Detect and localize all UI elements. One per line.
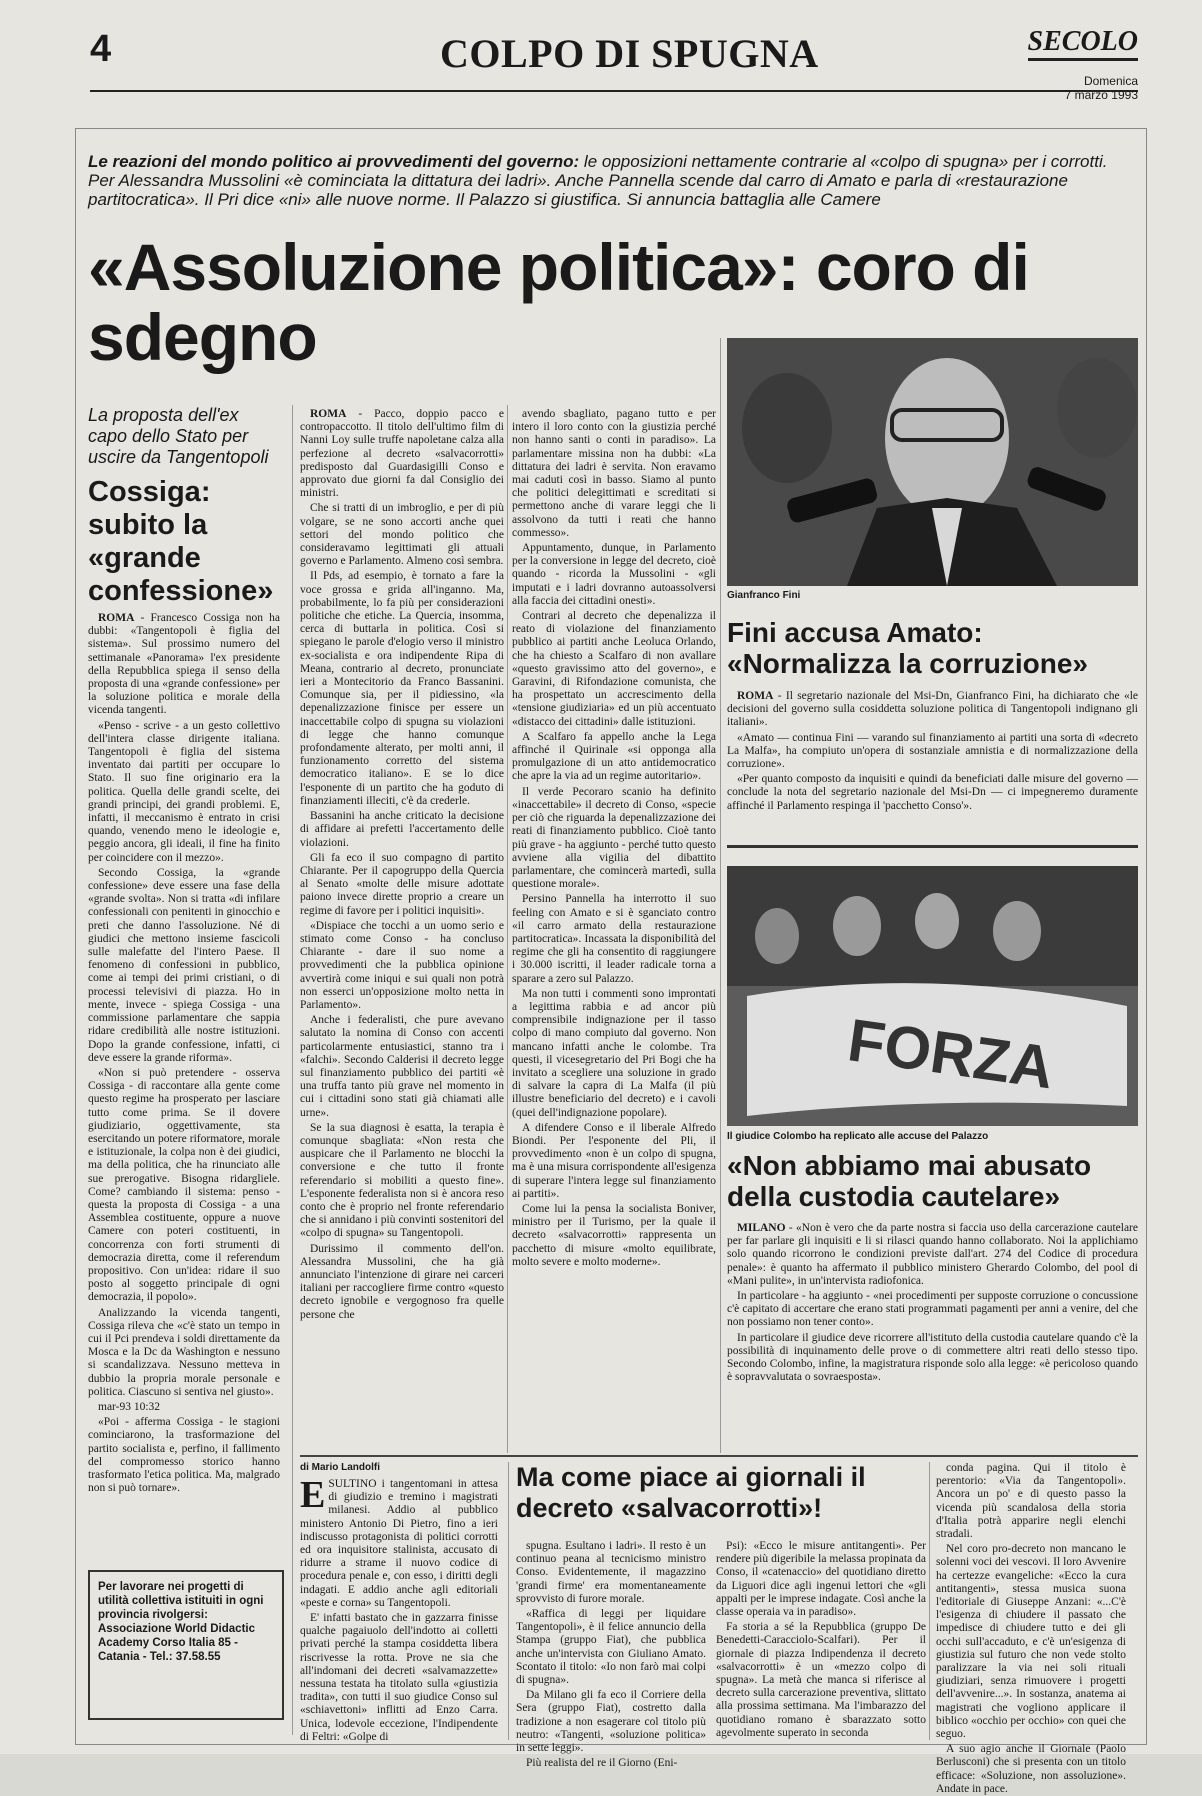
issue-date-text: 7 marzo 1993 [1064, 88, 1138, 102]
paragraph: A Scalfaro fa appello anche la Lega affinché il Quirinale «si opponga alla promulgazione di un atto antidemocratico che apre la via ad un regime autoritario». [512, 730, 716, 783]
paragraph: Appuntamento, dunque, in Parlamento per la conversione in legge del decreto, cioè quando - ricorda la Mussolini - «gli imputati e i ladri dovranno autoassolversi alla faccia dei cittadini onesti». [512, 542, 716, 607]
page-number: 4 [90, 28, 112, 70]
paragraph: Secondo Cossiga, la «grande confessione» deve essere una fase della «grande svolta». Non si tratta «di infilare confessionali con penitenti in ginocchio e preti che danno l'assoluzione. Né di giudici che mettono insieme fascicoli sulle malefatte del l'intero Paese. Il fenomeno di confessioni in pubblico, come ai tempi dei primi cristiani, o di processi televisivi di piazza. Ho in mente, invece - spiega Cossiga - una commissione parlamentare che sappia ridare credibilità alle nostre istituzioni. Dopo la grande confessione, infatti, ci deve essere la grande riforma». [88, 866, 280, 1064]
colombo-body [727, 1222, 1138, 1402]
kicker [88, 152, 1128, 209]
landolfi-col-3 [716, 1540, 926, 1740]
paragraph: Come lui la pensa la socialista Boniver, ministro per il Turismo, per la quale il decreto «salvacorrotti» rappresenta un pacchetto di misure «molto equilibrate, molto severe e molto moderne». [512, 1202, 716, 1268]
dateline: ROMA [98, 612, 135, 624]
paragraph: Più realista del re il Giorno (Eni- [526, 1757, 678, 1770]
landolfi-body [300, 1474, 498, 1743]
paragraph: Ma non tutti i commenti sono improntati a legittima rabbia e ad ancor più comprensibile indignazione per il tasso colpo di mano compiuto dal governo. Non mancano infatti anche le colombe. Tra questi, il vicesegretario del Pri Bogi che ha invitato a scegliere una soluzione in grado di salvare la capra di La Malfa (il più illustre beneficiario del decreto) e i cavoli (quei dell'indignazione popolare). [512, 987, 716, 1119]
main-article-col-3 [512, 408, 716, 1453]
paragraph: In particolare - ha aggiunto - «nei procedimenti per supposte corruzione o concussione c'è capitato di accertare che erano stati programmati pagamenti per anni a venire, del che non possiamo non tener conto». [727, 1290, 1138, 1329]
author-byline: di Mario Landolfi [300, 1462, 380, 1473]
paragraph: Anche i federalisti, che pure avevano salutato la nomina di Conso con accenti particolarmente entusiastici, stanno tra i «falchi». Secondo Calderisi il decreto legge sul finanziamento pubblico dei partiti «è una truffa tanto più grave nel momento in cui i cittadini sono stati già chiamati alle urne». [300, 1014, 504, 1119]
fini-photo [727, 338, 1138, 586]
cossiga-subhead: La proposta dell'ex capo dello Stato per uscire da Tangentopoli [88, 405, 269, 467]
kicker-lead: Le reazioni del mondo politico ai provvedimenti del governo: [88, 152, 580, 171]
paragraph: spugna. Esultano i ladri». Il resto è un continuo peana al tecnicismo ministro Conso. Evidentemente, il magazzino 'grandi firme' era momentaneamente sprovvisto di furore morale. [516, 1540, 706, 1605]
section-divider [300, 1455, 1138, 1457]
landolfi-col-2 [516, 1540, 706, 1770]
paragraph: Il Pds, ad esempio, è tornato a fare la voce grossa e grida all'inganno. Ma, probabilmente, lo fa più per considerazioni politiche che etiche. La Quercia, insomma, cerca di buttarla in politica. Così si spiegano le parole d'elogio verso il ministro ex-socialista e ora indipendente Ripa di Meana, contrario al decreto, pronunciate ieri a Montecitorio da Franco Bassanini. Comunque sia, per il pidiessino, «la depenalizzazione finisce per essere un inaccettabile colpo di spugna su violazioni di legge che hanno comunque profondamente alterato, per molti anni, il funzionamento corretto del sistema democratico italiano». E se lo dice l'esponente di un partito che ha goduto di finanziamenti illeciti, c'è da crederle. [300, 570, 504, 807]
issue-date [1065, 74, 1138, 102]
section-divider [727, 845, 1138, 848]
banner-text: FORZA [843, 1006, 1058, 1102]
paragraph: Fa storia a sé la Repubblica (gruppo De Benedetti-Caracciolo-Scalfari). Per il giornale di piazza Indipendenza il decreto «salvacorrotti» è un «mezzo colpo di spugna». La metà che manca si riferisce al decreto sulla carcerazione preventiva, slittato alla prossima settimana. Ma l'imbarazzo del quotidiano romano è sbarazzato sotto agevolmente superato in seconda [716, 1621, 926, 1739]
column-rule [292, 405, 293, 1735]
paragraph: «Penso - scrive - a un gesto collettivo dell'intera classe dirigente italiana. Tangentopoli è figlia del sistema inventato dai partiti per occupare lo Stato. Il suo fine originario era la politica. Quella delle grandi scelte, dei grandi principi, dei grandi problemi. E, infatti, il meccanismo è entrato in crisi quando, venendo meno le ideologie e, peggio ancora, gli ideali, il fine ha finito per coincidere con il mezzo». [88, 719, 280, 864]
fini-headline: Fini accusa Amato: «Normalizza la corruzione» [727, 617, 1089, 679]
paragraph: conda pagina. Qui il titolo è perentorio: «Via da Tangentopoli». Ancora un po' e di questo passo la vicenda più scandalosa della storia d'Italia potrà apparire negli elenchi stradali. [936, 1462, 1126, 1541]
paragraph: mar-93 10:32 [98, 1400, 161, 1413]
dateline: ROMA [737, 690, 774, 702]
column-rule [720, 338, 721, 1453]
paragraph: Analizzando la vicenda tangenti, Cossiga rileva che «c'è stato un tempo in cui il Pci prendeva i soldi direttamente da Mosca e la Dc da Washington e nessuno si scandalizzava. Nessuno metteva in dubbio la propria morale personale e politica. Ciascuno si sentiva nel giusto». [88, 1306, 280, 1398]
paragraph: «Non si può pretendere - osserva Cossiga - di raccontare alla gente come questo regime ha prosperato per lasciare tutto come prima. Se il dovere giudiziario, oggettivamente, sta esercitando un potere riformatore, morale e istituzionale, la colpa non è dei giudici, ma della politica, che ha rinunciato alle sue prerogative. Bisogna ridargliele. Come? cambiando il sistema: penso - questa la proposta di Cossiga - a una Assemblea costituente, oppure a nuove Camere con poteri costituenti, in concorrenza con forti strumenti di democrazia diretta, come il referendum propositivo. Con un'idea: ridare il suo posto al soggetto principale di ogni democrazia, il popolo». [88, 1066, 280, 1304]
main-headline: «Assoluzione politica»: coro di sdegno [88, 230, 1029, 374]
paragraph: - Francesco Cossiga non ha dubbi: «Tangentopoli è figlia del sistema». Sul prossimo numero del settimanale «Panorama» l'ex presidente della Repubblica spiega il senso della proposta di una «grande confessione» per la soluzione politica e morale della vicenda tangenti. [88, 612, 280, 717]
column-rule [508, 1462, 509, 1740]
colombo-photo-illustration [727, 866, 1138, 1126]
issue-day: Domenica [1083, 74, 1138, 88]
paragraph: Nel coro pro-decreto non mancano le solenni voci dei vescovi. Il loro Avvenire ha certezze evangeliche: «Ecco la cura antitangenti», stessa musica suona l'editoriale di Giuseppe Anzani: «...C'è l'esigenza di chiudere il passato che impedisce di chiudere tutto e dei gli occhi sull'accaduto, e c'è un'esigenza di giustizia sul futuro che non vede stolto paralizzare la via nei soli rituali giudiziari, senza rimuovere i progetti dell'avvenire...». In sostanza, anatema ai magistrati che vogliono applicare il biblico «occhio per occhio» con quei che seguo. [936, 1543, 1126, 1741]
paragraph: SULTINO i tangentomani in attesa di giudizio e tremino i magistrati milanesi. Addio al pubblico ministero Antonio Di Pietro, fino a ieri indiscusso protagonista di politici corrotti ed ora inquisitore stalinista, accusato di ridurre a strame il nuovo codice di procedura penale e, con esso, i diritti degli indagati. E addio anche agli editoriali «peste e corna» su Tangentopoli. [300, 1478, 498, 1609]
paragraph: «Raffica di leggi per liquidare Tangentopoli», è il felice annuncio della Stampa (gruppo Fiat), che pubblica anche un'intervista con Giuliano Amato. Scontato il titolo: «Io non farò mai colpi di spugna». [516, 1608, 706, 1687]
fini-photo-illustration [727, 338, 1138, 586]
cossiga-body [88, 612, 280, 1495]
advertisement-box: Per lavorare nei progetti di utilità collettiva istituiti in ogni provincia rivolgersi: Associazione World Didactic Academy Corso Italia 85 - Catania - Tel.: 37.58.55 [88, 1570, 284, 1720]
colombo-photo-caption: Il giudice Colombo ha replicato alle accuse del Palazzo [727, 1131, 989, 1142]
main-article-col-2 [300, 408, 504, 1453]
landolfi-col-4 [936, 1462, 1126, 1795]
landolfi-headline: Ma come piace ai giornali il decreto «salvacorrotti»! [516, 1462, 866, 1523]
paragraph: Se la sua diagnosi è esatta, la terapia è comunque sbagliata: «Non resta che auspicare che il Parlamento ne blocchi la conversione e che tutto il fronte referendario si mobiliti a questo fine». L'esponente federalista non si è ancora reso conto che è proprio nel fronte referendario che si annidano i più convinti sostenitori del «colpo di spugna» su Tangentopoli. [300, 1121, 504, 1240]
paragraph: - «Non è vero che da parte nostra si faccia uso della carcerazione cautelare per far parlare gli inquisiti e li si rilasci quando hanno collaborato. Noi la applichiamo solo quando ricorrono le condizioni previste dall'art. 274 del Codice di procedura penale»: è quanto ha affermato il pubblico ministero Gherardo Colombo, del pool di «Mani pulite», in un'intervista radiofonica. [727, 1222, 1138, 1287]
section-title: COLPO DI SPUGNA [440, 31, 819, 76]
paragraph: A suo agio anche il Giornale (Paolo Berlusconi) che si presenta con un titolo efficace: «Soluzione, non assoluzione». Andate in pace. [936, 1743, 1126, 1795]
paragraph: Persino Pannella ha interrotto il suo feeling con Amato e si è sganciato contro «il carro armato della restaurazione partitocratica». Incassata la disponibilità del regime che gli ha consentito di raggiungere i 30.000 iscritti, il leader radicale torna a sparare a zero sul Palazzo. [512, 893, 716, 985]
paragraph: «Dispiace che tocchi a un uomo serio e stimato come Conso - ha concluso Chiarante - dare il suo nome a provvedimenti che la pubblica opinione avvertirà come iniqui e sui quali non potrà non esserci un'opposizione molto netta in Parlamento». [300, 919, 504, 1011]
column-rule [507, 405, 508, 1453]
paragraph: Psi): «Ecco le misure antitangenti». Per rendere più digeribile la melassa propinata da Conso, il «catenaccio» del quotidiano diretto da Liguori dice agli ingenui lettori che «gli appalti per le imprese indagate. Così anche la classe operaia va in paradiso». [716, 1540, 926, 1619]
paragraph: «Per quanto composto da inquisiti e quindi da beneficiati dalle misure del governo — conclude la nota del segretario nazionale del Msi-Dn — ci impegneremo duramente affinché il Parlamento respinga il 'pacchetto Conso'». [727, 773, 1138, 812]
paragraph: E' infatti bastato che in gazzarra finisse qualche pagaiuolo dell'indotto ai colletti privati perché la stampa cosiddetta libera riscrivesse la rotta. Prove ne sia che all'indomani dei decreti «salvamazzette» nessuna testata ha titolato sulla «giustizia tradita», con tutti il suo giudice Conso sul «schiavettoni» inflitti ad Enzo Carra. Unica, lodevole eccezione, l'Indipendente di Feltri: «Golpe di [300, 1612, 498, 1743]
page-header [90, 20, 1138, 102]
paragraph: Contrari al decreto che depenalizza il reato di violazione del finanziamento pubblico ai partiti anche Leoluca Orlando, che ha chiesto a Scalfaro di non avallare «questo gravissimo atto del governo», e Garavini, di Rifondazione comunista, che ha prospettato un accrescimento della «tensione giudiziaria» ed un più accentuato «distacco dei cittadini» dalle istituzioni. [512, 610, 716, 728]
paragraph: In particolare il giudice deve ricorrere all'istituto della custodia cautelare quando c'è la possibilità di inquinamento delle prove o di commettere altri reati dello stesso tipo. Secondo Colombo, infine, la magistratura risponde solo alla legge: «è pericoloso quando è sopravvalutata o sovraesposta». [727, 1331, 1138, 1384]
drop-cap: E [300, 1474, 326, 1516]
masthead: SECOLO [1028, 26, 1138, 61]
fini-body [727, 690, 1138, 830]
column-rule [929, 1462, 930, 1740]
paragraph: avendo sbagliato, pagano tutto e per intero il loro conto con la giustizia perché non hanno santi o conti in paradiso». La parlamentare missina non ha dubbi: «La dittatura dei ladri è servita. Non eravamo mai caduti così in basso. Siamo al punto che politici delegittimati e screditati si permettono anche di varare leggi che li assolvono da tutti i reati che hanno commesso». [512, 408, 716, 539]
paragraph: «Amato — continua Fini — varando sul finanziamento ai partiti una sorta di «decreto La Malfa», ha compiuto un'opera di sostanziale amnistia e di normalizzazione della corruzione». [727, 731, 1138, 771]
dateline: MILANO [737, 1222, 786, 1234]
paragraph: Il verde Pecoraro scanio ha definito «inaccettabile» il decreto di Conso, «specie per ciò che riguarda la depenalizzazione dei reati di finanziamento pubblico. Cioè tanto più grave - ha aggiunto - perché tutto questo avviene alla vigilia del dibattito parlamentare, che comincerà martedì, sulla questione morale». [512, 785, 716, 891]
colombo-headline: «Non abbiamo mai abusato della custodia cautelare» [727, 1150, 1092, 1212]
kicker-text: le opposizioni nettamente contrarie al «colpo di spugna» per i corrotti. Per Alessandra Mussolini «è cominciata la dittatura dei ladri». Anche Pannella scende dal carro di Amato e parla di «restaurazione partitocratica». Il Pri dice «ni» alle nuove norme. Il Palazzo si giustifica. Si annuncia battaglia alle Camere [88, 152, 1108, 209]
paragraph: Bassanini ha anche criticato la decisione di affidare ai prefetti l'accertamento delle violazioni. [300, 810, 504, 849]
dateline: ROMA [310, 408, 347, 420]
paragraph: Da Milano gli fa eco il Corriere della Sera (gruppo Fiat), costretto dalla tradizione a non esagerare col titolo più neutro: «Tangenti, «soluzione politica» in sette leggi». [516, 1689, 706, 1755]
paragraph: - Il segretario nazionale del Msi-Dn, Gianfranco Fini, ha dichiarato che «le decisioni del governo sulla cosiddetta soluzione politica di Tangentopoli indignano gli italiani». [727, 690, 1138, 729]
paragraph: - Pacco, doppio pacco e contropaccotto. Il titolo dell'ultimo film di Nanni Loy sulle truffe napoletane calza alla perfezione al decreto «salvacorrotti» predisposto dal Guardasigilli Conso e approvato due giorni fa dal Consiglio dei ministri. [300, 408, 505, 500]
fini-photo-caption: Gianfranco Fini [727, 590, 801, 601]
cossiga-headline: Cossiga: subito la «grande confessione» [88, 476, 274, 607]
paragraph: Gli fa eco il suo compagno di partito Chiarante. Per il capogruppo della Quercia al Senato «molte delle misure adottate paiono invece dirette proprio a creare un regime di favore per i politici inquisiti». [300, 851, 504, 917]
paragraph: A difendere Conso e il liberale Alfredo Biondi. Per l'esponente del Pli, il provvedimento «non è un colpo di spugna, ma è una misura corrispondente all'esigenza di superare l'intera legge sul finanziamento ai partiti». [512, 1121, 716, 1200]
paragraph: «Poi - afferma Cossiga - le stagioni cominciarono, la trasformazione del partito socialista e, perfino, il fallimento del compromesso storico hanno trasformato l'etica politica. Ma, malgrado non si può tornare». [88, 1416, 280, 1495]
paragraph: Che si tratti di un imbroglio, e per di più volgare, se ne sono accorti anche quei settori del mondo politico che consideravamo legittimati gli attuali governo e Parlamento. Almeno così sembra. [300, 502, 504, 568]
paragraph: Durissimo il commento dell'on. Alessandra Mussolini, che ha già annunciato l'intenzione di girare nei carceri italiani per raccogliere firme contro «questo decreto ignobile e vergognoso fra quelle persone che [300, 1242, 504, 1321]
colombo-photo [727, 866, 1138, 1126]
